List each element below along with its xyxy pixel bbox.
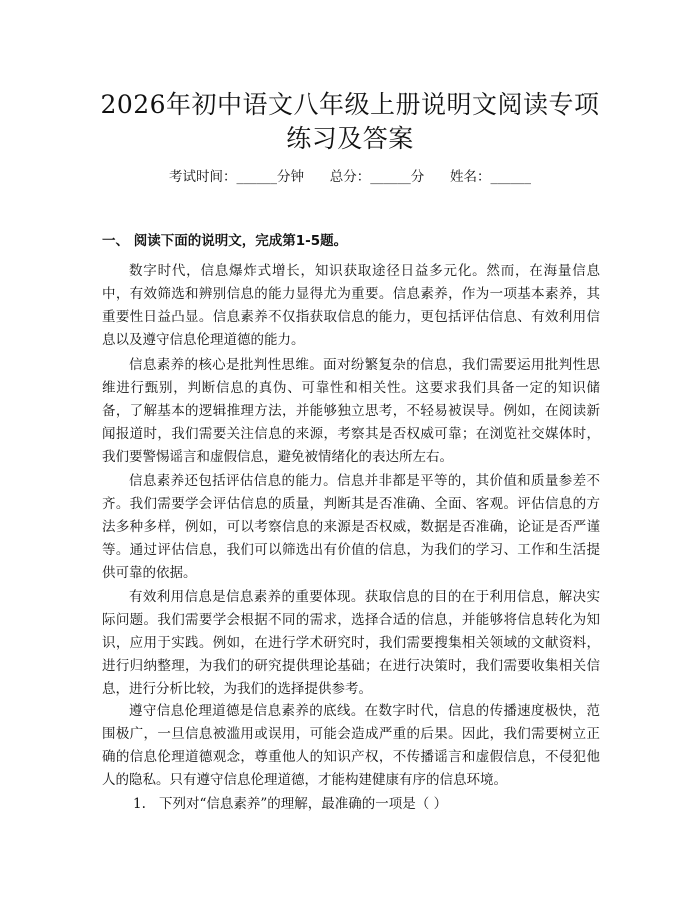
document-title-line-2: 练习及答案 <box>286 124 414 153</box>
paragraph-2: 信息素养的核心是批判性思维。面对纷繁复杂的信息，我们需要运用批判性思维进行甄别，判断信息的真伪、可靠性和相关性。这要求我们具备一定的知识储备，了解基本的逻辑推理方法，并能够独立思考，不轻易被误导。例如，在阅读新闻报道时，我们需要关注信息的来源，考察其是否权威可靠；在浏览社交媒体时，我们要警惕谣言和虚假信息，避免被情绪化的表达所左右。 <box>102 357 600 465</box>
question-1-text: 下列对“信息素养”的理解，最准确的一项是（ ） <box>159 796 448 812</box>
question-1-number: 1. <box>133 796 146 812</box>
exam-info: 考试时间：______分钟 总分：______分 姓名：______ <box>169 169 531 185</box>
question-1 <box>133 794 447 814</box>
paragraph-3: 信息素养还包括评估信息的能力。信息并非都是平等的，其价值和质量参差不齐。我们需要学会评估信息的质量，判断其是否准确、全面、客观。评估信息的方法多种多样，例如，可以考察信息的来源是否权威，数据是否准确，论证是否严谨等。通过评估信息，我们可以筛选出有价值的信息，为我们的学习、工作和生活提供可靠的依据。 <box>102 473 600 581</box>
paragraph-5: 遵守信息伦理道德是信息素养的底线。在数字时代，信息的传播速度极快，范围极广，一旦信息被滥用或误用，可能会造成严重的后果。因此，我们需要树立正确的信息伦理道德观念，尊重他人的知识产权，不传播谣言和虚假信息，不侵犯他人的隐私。只有遵守信息伦理道德，才能构建健康有序的信息环境。 <box>102 703 600 788</box>
section-heading: 一、 阅读下面的说明文，完成第1-5题。 <box>102 233 348 249</box>
paragraph-1: 数字时代，信息爆炸式增长，知识获取途径日益多元化。然而，在海量信息中，有效筛选和辨别信息的能力显得尤为重要。信息素养，作为一项基本素养，其重要性日益凸显。信息素养不仅指获取信息的能力，更包括评估信息、有效利用信息以及遵守信息伦理道德的能力。 <box>102 263 600 348</box>
paragraph-4: 有效利用信息是信息素养的重要体现。获取信息的目的在于利用信息，解决实际问题。我们需要学会根据不同的需求，选择合适的信息，并能够将信息转化为知识，应用于实践。例如，在进行学术研究时，我们需要搜集相关领域的文献资料，进行归纳整理，为我们的研究提供理论基础；在进行决策时，我们需要收集相关信息，进行分析比较，为我们的选择提供参考。 <box>102 589 600 697</box>
document-title-line-1: 2026年初中语文八年级上册说明文阅读专项 <box>100 90 600 119</box>
